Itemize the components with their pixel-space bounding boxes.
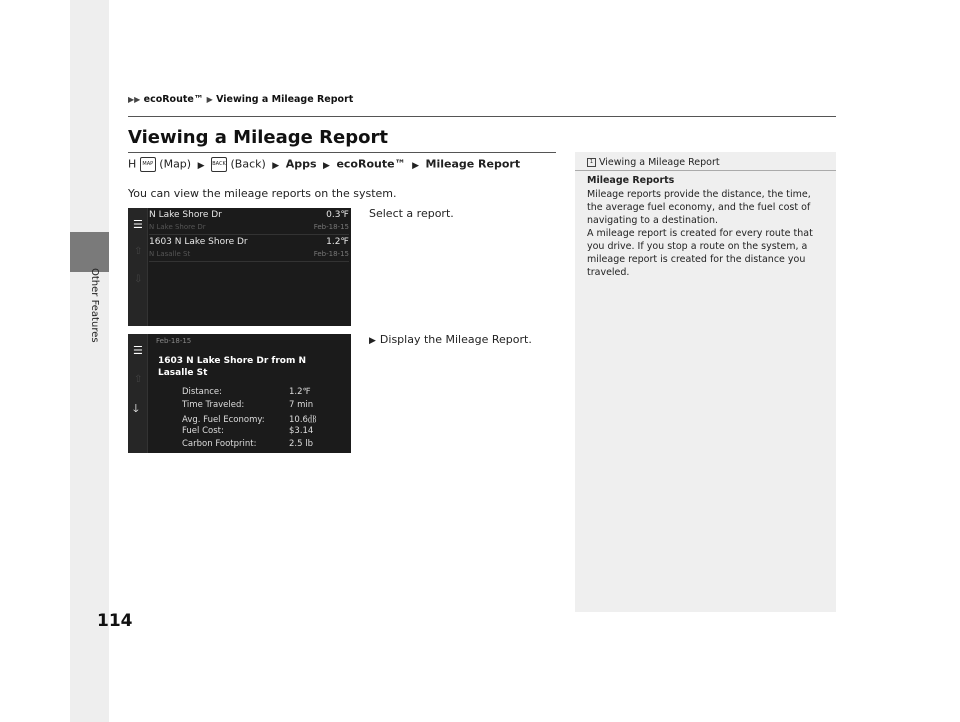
detail-key: Time Traveled: (182, 400, 245, 410)
note-subheader: Mileage Reports (587, 175, 675, 186)
report-details-table (182, 387, 316, 452)
report-list-screen (128, 208, 351, 326)
detail-row (182, 387, 316, 400)
back-label: (Back) (230, 157, 266, 171)
detail-value: 10.6㏈ (289, 415, 317, 425)
report-title: 1603 N Lake Shore Dr from N Lasalle St (158, 356, 307, 378)
section-tab-label: Other Features (89, 268, 100, 343)
note-paragraph: Mileage reports provide the distance, the time, the average fuel economy, and the fuel cost of navigating to a destination. (587, 189, 811, 226)
breadcrumb-item: ecoRoute™ (143, 94, 204, 105)
back-icon: BACK (211, 157, 227, 172)
note-header (587, 157, 720, 168)
title-rule (128, 152, 556, 153)
screen-rail (128, 208, 148, 326)
step-display-text: Display the Mileage Report. (379, 333, 532, 346)
apps-label: Apps (285, 157, 317, 171)
breadcrumb-item: Viewing a Mileage Report (216, 94, 354, 105)
arrow-icon: ▶ (369, 336, 376, 346)
map-icon: MAP (140, 157, 156, 172)
detail-key: Carbon Footprint: (182, 439, 257, 449)
report-origin: N Lake Shore Dr (149, 223, 206, 231)
detail-key: Fuel Cost: (182, 426, 224, 436)
screen-rail (128, 334, 148, 453)
report-distance: 1.2℉ (326, 237, 349, 247)
intro-text: You can view the mileage reports on the system. (128, 187, 397, 200)
mileage-report-label: Mileage Report (425, 157, 521, 171)
detail-key: Distance: (182, 387, 223, 397)
step-display-report (369, 333, 532, 346)
detail-row (182, 426, 316, 439)
arrow-icon: ▶ (323, 160, 330, 171)
report-name: 1603 N Lake Shore Dr (149, 237, 248, 247)
menu-icon[interactable]: ☰ (133, 218, 143, 231)
ecoroute-label: ecoRoute™ (336, 157, 406, 171)
menu-icon[interactable]: ☰ (133, 344, 143, 357)
down-arrow-icon: ⇩ (134, 274, 143, 285)
page-number: 114 (97, 611, 133, 631)
header-rule (128, 116, 836, 117)
menu-path (128, 157, 520, 172)
detail-value: $3.14 (289, 426, 314, 436)
report-origin: N Lasalle St (149, 250, 191, 258)
report-list-item[interactable] (149, 208, 349, 235)
detail-value: 1.2℉ (289, 387, 311, 397)
note-paragraph: A mileage report is created for every route that you drive. If you stop a route on the system, a mileage report is created for the distance you traveled. (587, 228, 813, 278)
detail-row (182, 400, 316, 413)
report-detail-screen (128, 334, 351, 453)
arrow-icon: ▶ (412, 160, 419, 171)
detail-row (182, 413, 316, 426)
step-select-report: Select a report. (369, 207, 454, 220)
note-rule (575, 170, 836, 171)
arrow-icon: ▶ (272, 160, 280, 171)
detail-row (182, 439, 316, 452)
note-body (587, 188, 827, 279)
note-icon: 1 (587, 158, 596, 167)
report-list-item[interactable] (149, 235, 349, 262)
detail-value: 7 min (289, 400, 314, 410)
home-icon: H (128, 157, 137, 171)
side-tab-marker (70, 232, 109, 272)
detail-value: 2.5 lb (289, 439, 313, 449)
up-arrow-icon: ⇧ (134, 374, 143, 385)
up-arrow-icon: ⇧ (134, 246, 143, 257)
note-header-text: Viewing a Mileage Report (599, 157, 720, 168)
report-distance: 0.3℉ (326, 210, 349, 220)
down-arrow-icon[interactable]: 🡓 (133, 402, 139, 415)
page-title: Viewing a Mileage Report (128, 127, 388, 148)
breadcrumb (128, 94, 353, 105)
arrow-icon: ▶ (197, 160, 205, 171)
report-date: Feb-18-15 (313, 250, 349, 258)
map-label: (Map) (159, 157, 192, 171)
report-date: Feb-18-15 (156, 337, 192, 345)
arrow-icon: ▶ (206, 95, 213, 104)
arrow-icon: ▶▶ (128, 95, 141, 104)
detail-key: Avg. Fuel Economy: (182, 415, 265, 425)
sidebar-note (575, 152, 836, 612)
report-date: Feb-18-15 (313, 223, 349, 231)
report-name: N Lake Shore Dr (149, 210, 222, 220)
